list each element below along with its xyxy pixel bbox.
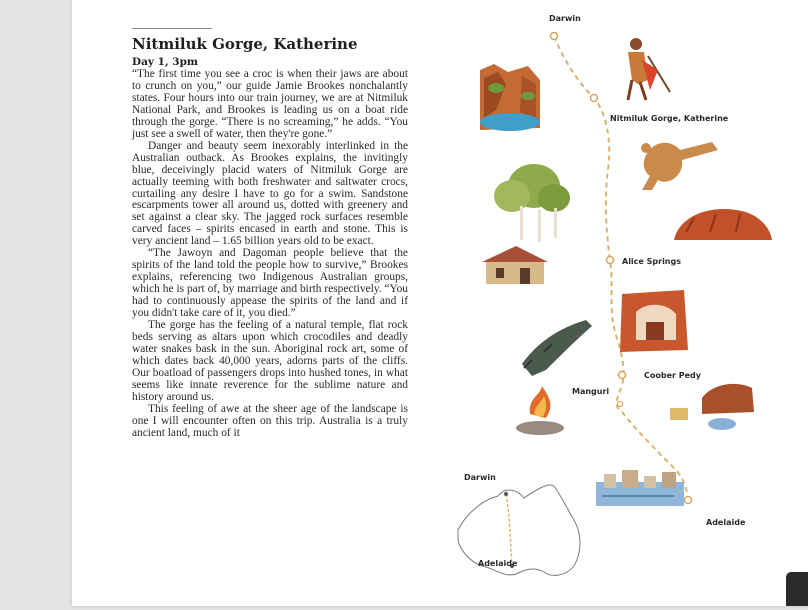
indigenous-figure-illustration: [628, 38, 670, 100]
map-label-manguri: Manguri: [572, 387, 610, 396]
article-paragraph: This feeling of awe at the sheer age of the landscape is one I will encounter often on this trip. Australia is a truly ancient land, much of it: [132, 402, 408, 439]
australia-inset-map: [458, 485, 580, 575]
top-rule: [132, 28, 212, 29]
route-map: [436, 0, 808, 606]
route-stop-manguri: [618, 402, 623, 407]
uluru-illustration: [674, 209, 772, 240]
route-stop-darwin: [551, 33, 558, 40]
route-stop-katherine: [591, 95, 598, 102]
gorge-illustration: [480, 64, 540, 131]
inset-label-darwin: Darwin: [464, 473, 496, 482]
map-label-katherine: Nitmiluk Gorge, Katherine: [610, 114, 729, 123]
route-illustration: [436, 0, 808, 606]
article-paragraph: The gorge has the feeling of a natural temple, flat rock beds serving as altars upon which crocodiles and deadly water snakes bask in the sun. Aboriginal rock art, some of which dates back 40,000 years, adorns parts of the cliffs. Our boatload of passengers drops into hushed tones, in what seems like innate reverence for the sublime nature and history around us.: [132, 319, 408, 403]
campfire-illustration: [516, 386, 564, 435]
article-headline: Nitmiluk Gorge, Katherine: [132, 35, 358, 53]
map-label-coober-pedy: Coober Pedy: [644, 371, 701, 380]
route-line: [554, 36, 688, 500]
map-label-alice-springs: Alice Springs: [622, 257, 681, 266]
route-stop-alice-springs: [607, 257, 614, 264]
underground-dwelling-illustration: [620, 290, 688, 352]
article-paragraph: Danger and beauty seem inexorably interlinked in the Australian outback. As Brookes explains, the invitingly blue, deceivingly placid waters of Nitmiluk Gorge are actually teeming with both freshwater and saltwater crocs, curtailing any desire I have to go for a swim. Sandstone escarpments tower all around us, dotted with greenery and set against a clear sky. The jagged rock surfaces resemble carved faces – spirits encased in earth and stone. This is very ancient land – 1.65 billion years old to be exact.: [132, 139, 408, 248]
route-stop-coober-pedy: [619, 372, 626, 379]
article-paragraph: “The first time you see a croc is when their jaws are about to crunch on you,” our guide Jamie Brookes nonchalantly states. Four hours into our train journey, we are at Nitmiluk National Park, and Brookes is leading us on a boat ride through the gorge. “There is no screaming,” he adds. “You just see a swell of water, then they're gone.”: [132, 68, 408, 140]
homestead-illustration: [482, 246, 548, 284]
adelaide-city-illustration: [596, 470, 684, 506]
inset-label-adelaide: Adelaide: [478, 559, 518, 568]
trees-illustration: [494, 164, 570, 242]
page-corner-control[interactable]: [786, 572, 808, 606]
article-dateline: Day 1, 3pm: [132, 56, 199, 68]
article: [132, 35, 408, 440]
map-label-adelaide: Adelaide: [706, 518, 746, 527]
crocodile-illustration: [522, 320, 592, 376]
map-label-darwin: Darwin: [549, 14, 581, 23]
article-paragraph: “The Jawoyn and Dagoman people believe that the spirits of the land told the people how to survive,” Brookes explains, referencing two Indigenous Australian groups, which he is part of, by marriage and birth respectively. “You had to continuously appease the spirits of the land and if you didn't take care of it, you died.”: [132, 247, 408, 320]
route-stop-adelaide: [685, 497, 692, 504]
opal-mine-illustration: [670, 384, 754, 430]
kangaroo-illustration: [641, 142, 718, 190]
